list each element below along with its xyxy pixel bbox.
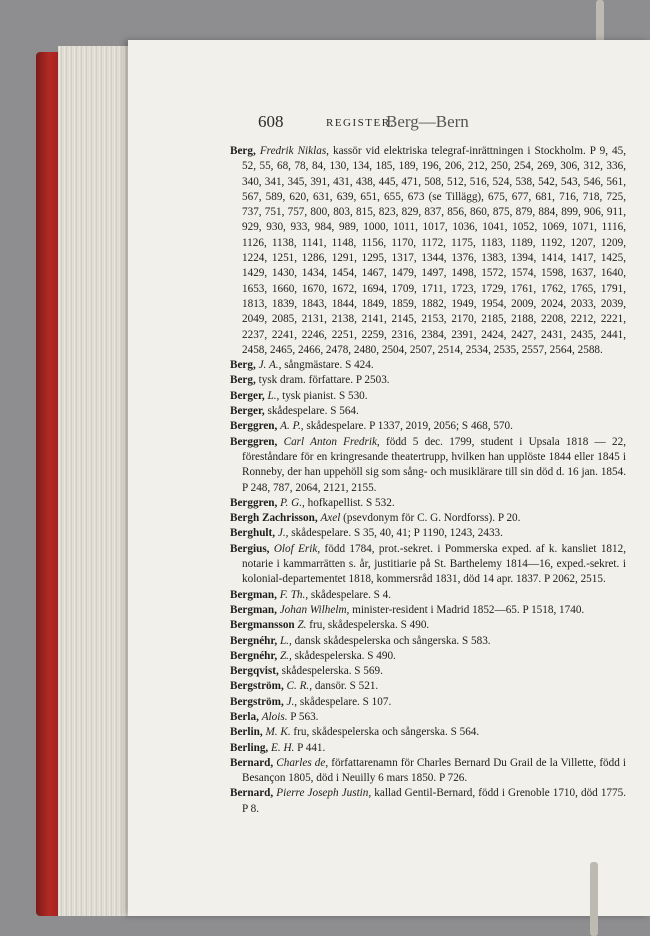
entry-text: dansk skådespelerska och sångerska. S 583. bbox=[294, 634, 491, 647]
register-entry bbox=[230, 542, 626, 588]
register-entry bbox=[230, 389, 626, 404]
entry-headword: Berg, bbox=[230, 374, 256, 387]
register-entry bbox=[230, 679, 626, 694]
entry-headword: Bergström, bbox=[230, 695, 284, 708]
entry-text: skådespelare. S 107. bbox=[299, 695, 392, 708]
register-entry bbox=[230, 526, 626, 541]
register-entry bbox=[230, 496, 626, 511]
entry-headword: Berla, bbox=[230, 710, 259, 723]
register-entry bbox=[230, 603, 626, 618]
entry-text: skådespelare. P 1337, 2019, 2056; S 468, 570. bbox=[306, 420, 513, 433]
entry-given-name: J., bbox=[277, 527, 289, 540]
entry-text: skådespelare. S 4. bbox=[310, 588, 392, 601]
entry-headword: Berg, bbox=[230, 359, 256, 372]
register-entries bbox=[230, 144, 626, 817]
register-entry bbox=[230, 419, 626, 434]
entry-headword: Bernard, bbox=[230, 787, 274, 800]
entry-text: fru, skådespelerska. S 490. bbox=[309, 619, 430, 632]
register-entry bbox=[230, 664, 626, 679]
entry-headword: Berggren, bbox=[230, 420, 278, 433]
register-entry bbox=[230, 756, 626, 787]
entry-headword: Bergman, bbox=[230, 603, 277, 616]
entry-text: född 5 dec. 1799, student i Upsala 1818 — 22, föreståndare för en kringresande theatertrupp, hvilken han upplöste 1844 eller 1845 i Ronneby, der han uppehöll sig som sång- och musiklärare till sin död d. 16 jan. 1854. P 248, 787, 2064, 2121, 2155. bbox=[242, 435, 626, 494]
entry-given-name: E. H. bbox=[271, 741, 295, 754]
entry-text: minister-resident i Madrid 1852—65. P 1518, 1740. bbox=[352, 603, 585, 616]
entry-given-name: P. G., bbox=[280, 496, 305, 509]
entry-given-name: M. K. bbox=[265, 726, 291, 739]
entry-given-name: C. R., bbox=[286, 680, 313, 693]
entry-headword: Bergnéhr, bbox=[230, 649, 278, 662]
entry-given-name: L., bbox=[279, 634, 292, 647]
register-entry bbox=[230, 618, 626, 633]
entry-text: P 441. bbox=[297, 741, 326, 754]
register-entry bbox=[230, 649, 626, 664]
entry-text: skådespelare. S 564. bbox=[267, 405, 359, 418]
register-entry bbox=[230, 710, 626, 725]
entry-headword: Bernard, bbox=[230, 756, 274, 769]
entry-headword: Berggren, bbox=[230, 435, 278, 448]
entry-headword: Berggren, bbox=[230, 496, 278, 509]
entry-text: skådespelerska. S 490. bbox=[294, 649, 396, 662]
entry-text: författarenamn för Charles Bernard Du Grail de la Villette, född i Besançon 1805, död i Neuilly 6 mars 1850. P 726. bbox=[242, 756, 626, 785]
page-number: 608 bbox=[258, 112, 284, 131]
entry-text: skådespelerska. S 569. bbox=[281, 665, 383, 678]
entry-headword: Berg, bbox=[230, 145, 256, 157]
entry-headword: Bergmansson bbox=[230, 619, 295, 632]
entry-given-name: J., bbox=[286, 695, 298, 708]
register-entry bbox=[230, 404, 626, 419]
entry-given-name: F. Th., bbox=[279, 588, 309, 601]
register-entry bbox=[230, 435, 626, 496]
entry-headword: Berger, bbox=[230, 405, 265, 418]
register-entry bbox=[230, 511, 626, 526]
entry-headword: Berghult, bbox=[230, 527, 276, 540]
entry-text: skådespelare. S 35, 40, 41; P 1190, 1243, 2433. bbox=[291, 527, 503, 540]
entry-text: (psevdonym för C. G. Nordforss). P 20. bbox=[343, 512, 521, 525]
entry-given-name: J. A., bbox=[258, 359, 282, 372]
entry-given-name: Z., bbox=[279, 649, 292, 662]
running-header bbox=[258, 112, 638, 136]
entry-given-name: L., bbox=[267, 389, 280, 402]
entry-text: sångmästare. S 424. bbox=[284, 359, 374, 372]
page-marker-bottom bbox=[590, 862, 598, 936]
page-edges bbox=[58, 46, 138, 916]
entry-given-name: Axel bbox=[320, 512, 341, 525]
entry-given-name: Pierre Joseph Justin, bbox=[276, 787, 372, 800]
entry-headword: Bergqvist, bbox=[230, 665, 279, 678]
entry-given-name: A. P., bbox=[280, 420, 304, 433]
entry-headword: Bergh Zachrisson, bbox=[230, 512, 318, 525]
entry-given-name: Fredrik Niklas, bbox=[259, 145, 329, 157]
entry-text: P 563. bbox=[290, 710, 319, 723]
entry-text: kallad Gentil-Bernard, född i Grenoble 1710, död 1775. P 8. bbox=[242, 787, 627, 815]
entry-given-name: Z. bbox=[297, 619, 307, 632]
entry-text: dansör. S 521. bbox=[314, 680, 379, 693]
entry-given-name: Alois. bbox=[261, 710, 288, 723]
entry-given-name: Olof Erik, bbox=[273, 542, 321, 555]
entry-range: Berg—Bern bbox=[386, 112, 469, 131]
register-entry bbox=[230, 786, 626, 817]
entry-headword: Bergman, bbox=[230, 588, 277, 601]
entry-text: kassör vid elektriska telegraf-inrättningen i Stockholm. P 9, 45, 52, 55, 68, 78, 84, 130, 134, 185, 189, 196, 206, 212, 250, 254, 269, 306, 312, 336, 340, 341, 345, 391, 431, 438, 445, 471, 508, 512, 516, 524, 538, 542, 543, 546, 561, 567, 589, 620, 631, 639, 651, 655, 673 (se Tillägg), 675, 677, 681, 716, 718, 725, 737, 751, 757, 800, 803, 815, 823, 829, 837, 856, 860, 875, 879, 884, 899, 906, 911, 929, 930, 933, 984, 989, 1000, 1011, 1017, 1036, 1041, 1052, 1069, 1071, 1116, 1126, 1138, 1141, 1148, 1156, 1170, 1172, 1175, 1183, 1189, 1192, 1207, 1209, 1224, 1251, 1286, 1291, 1295, 1317, 1344, 1376, 1383, 1394, 1414, 1417, 1425, 1429, 1430, 1434, 1454, 1467, 1479, 1497, 1498, 1572, 1574, 1598, 1637, 1640, 1653, 1660, 1670, 1672, 1694, 1709, 1711, 1723, 1729, 1761, 1762, 1765, 1791, 1813, 1839, 1843, 1844, 1849, 1859, 1882, 1949, 1954, 2009, 2024, 2033, 2039, 2049, 2085, 2131, 2138, 2141, 2145, 2153, 2170, 2185, 2188, 2208, 2212, 2221, 2237, 2241, 2246, 2251, 2259, 2316, 2384, 2391, 2424, 2427, 2431, 2435, 2441, 2458, 2465, 2466, 2478, 2480, 2504, 2507, 2514, 2534, 2535, 2557, 2564, 2588. bbox=[242, 145, 626, 356]
entry-text: tysk dram. författare. P 2503. bbox=[258, 374, 390, 387]
entry-headword: Bergnéhr, bbox=[230, 634, 278, 647]
register-entry bbox=[230, 634, 626, 649]
entry-headword: Bergström, bbox=[230, 680, 284, 693]
register-entry bbox=[230, 358, 626, 373]
entry-text: fru, skådespelerska och sångerska. S 564. bbox=[293, 726, 480, 739]
register-entry bbox=[230, 144, 626, 358]
entry-given-name: Johan Wilhelm, bbox=[279, 603, 350, 616]
entry-given-name: Carl Anton Fredrik, bbox=[283, 435, 380, 448]
entry-text: född 1784, prot.-sekret. i Pommerska exped. af k. kansliet 1812, notarie i kammarrätten s. år, justitiarie på St. Barthelemy 1814—16, exped.-sekret. i kolonial-departementet 1818, kommersråd 1831, död 14 apr. 1837. P 2062, 2515. bbox=[242, 542, 627, 586]
entry-headword: Berlin, bbox=[230, 726, 263, 739]
running-title: REGISTER. bbox=[326, 117, 395, 129]
entry-text: tysk pianist. S 530. bbox=[282, 389, 368, 402]
register-entry bbox=[230, 725, 626, 740]
entry-text: hofkapellist. S 532. bbox=[307, 496, 395, 509]
entry-headword: Berger, bbox=[230, 389, 265, 402]
entry-headword: Bergius, bbox=[230, 542, 270, 555]
register-entry bbox=[230, 373, 626, 388]
register-entry bbox=[230, 741, 626, 756]
entry-headword: Berling, bbox=[230, 741, 269, 754]
entry-given-name: Charles de, bbox=[276, 756, 329, 769]
register-entry bbox=[230, 695, 626, 710]
register-entry bbox=[230, 588, 626, 603]
